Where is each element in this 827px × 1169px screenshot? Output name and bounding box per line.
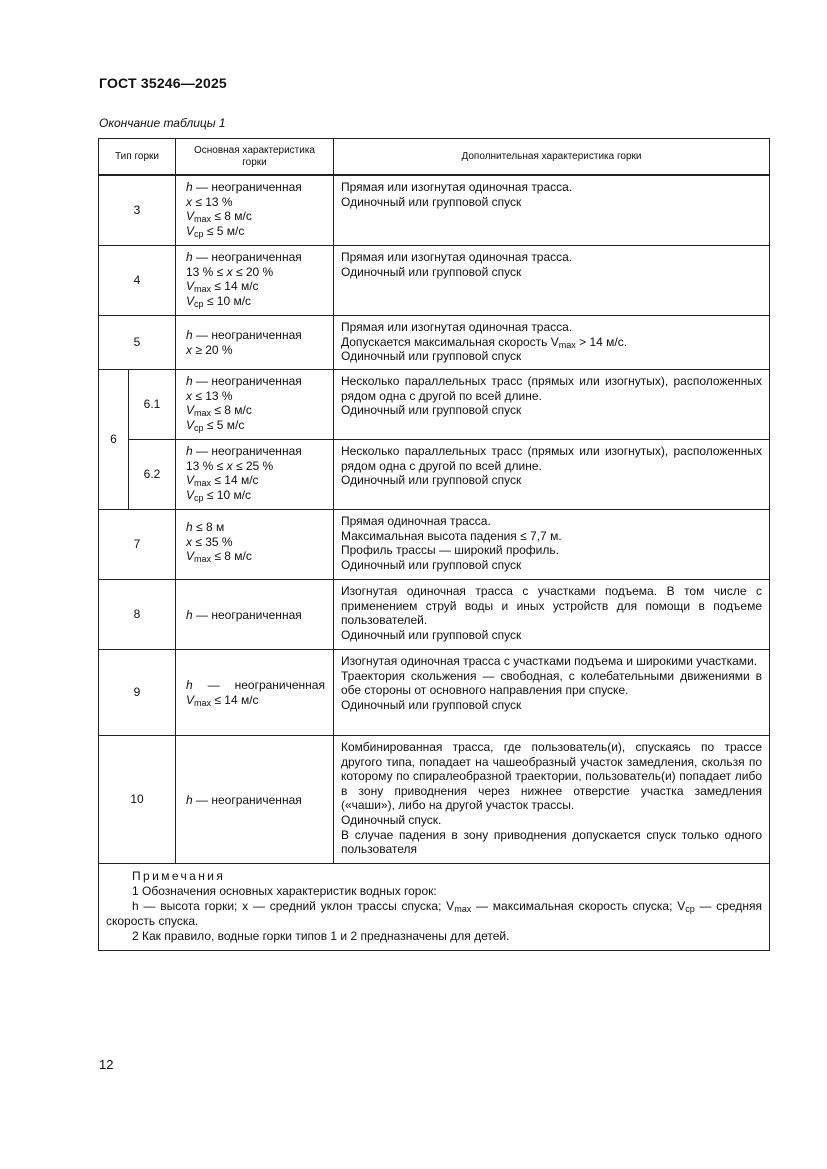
type-cell: 9 xyxy=(99,650,176,736)
additional-cell: Прямая или изогнутая одиночная трасса. Допускается максимальная скорость $V_{max} > 14$ м/с. Одиночный или групповой спуск xyxy=(334,316,770,370)
slides-table xyxy=(98,138,770,951)
additional-cell: Комбинированная трасса, где пользователь(и), спускаясь по трассе другого типа, попадает на чашеобразный участок замедления, скользя по которому по спиралеобразной траектории, пользователь(и) попадает либо в зону приводнения через нижнее отверстие участка замедления («чаши»), либо на другой участок трассы. Одиночный спуск. В случае падения в зону приводнения допускается спуск только одного пользователя xyxy=(334,736,770,864)
type-group-cell: 6 xyxy=(99,370,129,510)
table-row xyxy=(99,176,770,246)
table-header-row xyxy=(99,139,770,175)
subtype-cell: 6.1 xyxy=(129,370,176,440)
basic-cell: h — неограниченная 13 % ≤ x ≤ 20 % $V_{max} \le 14$ м/с $V_{ср} \le 10$ м/с xyxy=(176,246,334,316)
type-cell: 5 xyxy=(99,316,176,370)
table-row xyxy=(99,246,770,316)
table-row xyxy=(99,736,770,864)
note-1: 1 Обозначения основных характеристик водных горок: xyxy=(132,884,437,898)
table-row xyxy=(99,510,770,580)
type-cell: 8 xyxy=(99,580,176,650)
notes-row xyxy=(99,864,770,951)
additional-cell: Прямая одиночная трасса. Максимальная высота падения ≤ 7,7 м. Профиль трассы — широкий профиль. Одиночный или групповой спуск xyxy=(334,510,770,580)
header-type: Тип горки xyxy=(99,139,176,175)
type-cell: 4 xyxy=(99,246,176,316)
basic-cell: h — неограниченная xyxy=(176,580,334,650)
table-row xyxy=(99,650,770,736)
notes-title: Примечания xyxy=(132,869,226,883)
document-header: ГОСТ 35246—2025 xyxy=(99,75,227,91)
additional-cell: Изогнутая одиночная трасса с участками подъема и широкими участками. Траектория скольжения — свободная, с колебательными движениями в обе стороны от основного направления при спуске. Одиночный или групповой спуск xyxy=(334,650,770,736)
additional-cell: Изогнутая одиночная трасса с участками подъема. В том числе с применением струй воды и иных устройств для помощи в подъеме пользователей. Одиночный или групповой спуск xyxy=(334,580,770,650)
basic-cell: h ≤ 8 м x ≤ 35 % $V_{max} \le 8$ м/с xyxy=(176,510,334,580)
table-row xyxy=(99,440,770,510)
additional-cell: Несколько параллельных трасс (прямых или изогнутых), расположенных рядом одна с другой по всей длине. Одиночный или групповой спуск xyxy=(334,370,770,440)
header-basic: Основная характеристика горки xyxy=(176,139,334,175)
table-row xyxy=(99,580,770,650)
basic-cell: h — неограниченная 13 % ≤ x ≤ 25 % $V_{max} \le 14$ м/с $V_{ср} \le 10$ м/с xyxy=(176,440,334,510)
additional-cell: Прямая или изогнутая одиночная трасса. Одиночный или групповой спуск xyxy=(334,246,770,316)
page-number: 12 xyxy=(99,1057,114,1072)
basic-cell: h — неограниченная x ≤ 13 % $V_{max} \le 8$ м/с $V_{ср} \le 5$ м/с xyxy=(176,370,334,440)
table-row xyxy=(99,316,770,370)
basic-cell: h — неограниченная x ≥ 20 % xyxy=(176,316,334,370)
type-cell: 10 xyxy=(99,736,176,864)
additional-cell: Несколько параллельных трасс (прямых или изогнутых), расположенных рядом одна с другой по всей длине. Одиночный или групповой спуск xyxy=(334,440,770,510)
table-caption: Окончание таблицы 1 xyxy=(99,116,226,130)
type-cell: 3 xyxy=(99,176,176,246)
notes-cell xyxy=(99,864,770,951)
basic-cell: h — неограниченная xyxy=(176,736,334,864)
subtype-cell: 6.2 xyxy=(129,440,176,510)
note-1-body: h — высота горки; x — средний уклон трассы спуска; $V_{max}$ — максимальная скорость спуска; $V_{ср}$ — средняя скорость спуска. xyxy=(106,899,763,928)
header-additional: Дополнительная характеристика горки xyxy=(334,139,770,175)
basic-cell: h — неограниченная $V_{max} \le 14$ м/с xyxy=(176,650,334,736)
type-cell: 7 xyxy=(99,510,176,580)
note-2: 2 Как правило, водные горки типов 1 и 2 предназначены для детей. xyxy=(132,929,510,943)
basic-cell: h — неограниченная x ≤ 13 % $V_{max} \le 8$ м/с $V_{ср} \le 5$ м/с xyxy=(176,176,334,246)
table-row xyxy=(99,370,770,440)
additional-cell: Прямая или изогнутая одиночная трасса. Одиночный или групповой спуск xyxy=(334,176,770,246)
